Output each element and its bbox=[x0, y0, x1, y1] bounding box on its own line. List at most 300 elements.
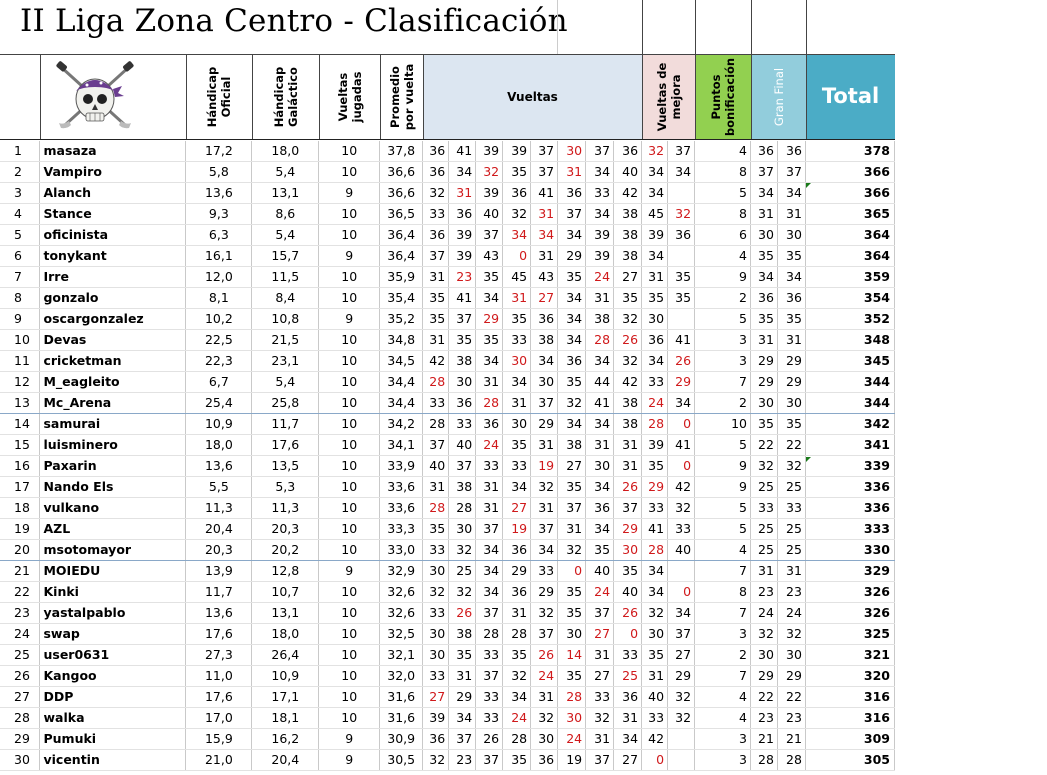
vuelta-score-cell: 35 bbox=[558, 372, 586, 393]
vuelta-score-cell: 31 bbox=[531, 687, 558, 708]
vuelta-score-cell: 31 bbox=[614, 708, 642, 729]
player-name-cell: samurai bbox=[40, 414, 186, 435]
vuelta-score-cell: 30 bbox=[614, 540, 642, 561]
player-name-cell: M_eagleito bbox=[40, 372, 186, 393]
position-cell: 25 bbox=[0, 645, 40, 666]
bonificacion-cell: 2 bbox=[695, 393, 751, 414]
vuelta-score-cell: 37 bbox=[449, 456, 476, 477]
promedio-cell: 36,4 bbox=[380, 225, 423, 246]
mejora-score-cell: 30 bbox=[642, 624, 668, 645]
vueltas-jugadas-cell: 10 bbox=[319, 288, 380, 309]
vuelta-score-cell: 38 bbox=[614, 225, 642, 246]
handicap-galactico-cell: 17,1 bbox=[252, 687, 319, 708]
vuelta-score-cell: 28 bbox=[476, 393, 503, 414]
vuelta-score-cell: 31 bbox=[531, 435, 558, 456]
handicap-galactico-cell: 10,7 bbox=[252, 582, 319, 603]
vuelta-score-cell: 39 bbox=[423, 708, 449, 729]
vuelta-score-cell: 34 bbox=[476, 351, 503, 372]
total-cell: 366 bbox=[805, 183, 894, 204]
table-row bbox=[0, 162, 895, 183]
vuelta-score-cell: 36 bbox=[423, 162, 449, 183]
vuelta-score-cell: 33 bbox=[423, 393, 449, 414]
vuelta-score-cell: 31 bbox=[476, 477, 503, 498]
mejora-score-cell: 45 bbox=[642, 204, 668, 225]
gran-final-cell: 33 bbox=[750, 498, 777, 519]
vuelta-score-cell: 34 bbox=[476, 540, 503, 561]
gran-final-cell: 25 bbox=[750, 540, 777, 561]
table-row bbox=[0, 225, 895, 246]
bonificacion-cell: 4 bbox=[695, 540, 751, 561]
table-row bbox=[0, 414, 895, 435]
vuelta-score-cell: 36 bbox=[449, 204, 476, 225]
handicap-oficial-cell: 10,2 bbox=[186, 309, 252, 330]
vuelta-score-cell: 30 bbox=[503, 414, 531, 435]
gran-final-cell: 32 bbox=[777, 624, 805, 645]
vuelta-score-cell: 31 bbox=[423, 330, 449, 351]
vuelta-score-cell: 31 bbox=[558, 162, 586, 183]
vuelta-score-cell: 33 bbox=[476, 708, 503, 729]
vuelta-score-cell: 26 bbox=[614, 330, 642, 351]
gran-final-cell: 32 bbox=[750, 624, 777, 645]
vuelta-score-cell: 24 bbox=[558, 729, 586, 750]
total-cell: 364 bbox=[805, 246, 894, 267]
vuelta-score-cell: 29 bbox=[503, 561, 531, 582]
vuelta-score-cell: 38 bbox=[614, 414, 642, 435]
vuelta-score-cell: 33 bbox=[476, 687, 503, 708]
mejora-score-cell: 33 bbox=[642, 708, 668, 729]
vuelta-score-cell: 40 bbox=[614, 162, 642, 183]
total-cell: 320 bbox=[805, 666, 894, 687]
position-cell: 5 bbox=[0, 225, 40, 246]
mejora-score-cell: 28 bbox=[642, 414, 668, 435]
vuelta-score-cell: 31 bbox=[558, 519, 586, 540]
player-name-cell: tonykant bbox=[40, 246, 186, 267]
vuelta-score-cell: 27 bbox=[503, 498, 531, 519]
promedio-header: Promedio por vuelta bbox=[387, 63, 416, 131]
total-cell: 330 bbox=[805, 540, 894, 561]
vuelta-score-cell: 30 bbox=[423, 645, 449, 666]
gran-final-cell: 22 bbox=[777, 687, 805, 708]
handicap-galactico-cell: 5,4 bbox=[252, 162, 319, 183]
vuelta-score-cell: 42 bbox=[423, 351, 449, 372]
handicap-oficial-cell: 15,9 bbox=[186, 729, 252, 750]
vuelta-score-cell: 34 bbox=[586, 204, 614, 225]
vuelta-score-cell: 30 bbox=[449, 519, 476, 540]
vuelta-score-cell: 35 bbox=[614, 288, 642, 309]
vuelta-score-cell: 32 bbox=[476, 162, 503, 183]
position-cell: 7 bbox=[0, 267, 40, 288]
bonificacion-cell: 7 bbox=[695, 666, 751, 687]
mejora-score-cell bbox=[668, 561, 695, 582]
mejora-score-cell: 35 bbox=[642, 645, 668, 666]
vuelta-score-cell: 26 bbox=[476, 729, 503, 750]
mejora-score-cell: 32 bbox=[668, 708, 695, 729]
player-name-cell: masaza bbox=[40, 141, 186, 162]
handicap-oficial-cell: 16,1 bbox=[186, 246, 252, 267]
gran-final-cell: 35 bbox=[750, 246, 777, 267]
vuelta-score-cell: 32 bbox=[503, 666, 531, 687]
vuelta-score-cell: 33 bbox=[531, 561, 558, 582]
bonificacion-cell: 9 bbox=[695, 267, 751, 288]
gran-final-cell: 29 bbox=[777, 372, 805, 393]
vuelta-score-cell: 30 bbox=[423, 561, 449, 582]
mejora-score-cell: 34 bbox=[642, 351, 668, 372]
position-cell: 9 bbox=[0, 309, 40, 330]
vuelta-score-cell: 30 bbox=[531, 372, 558, 393]
vuelta-score-cell: 27 bbox=[423, 687, 449, 708]
table-row bbox=[0, 435, 895, 456]
mejora-score-cell: 41 bbox=[668, 435, 695, 456]
promedio-cell: 33,0 bbox=[380, 540, 423, 561]
vuelta-score-cell: 32 bbox=[423, 183, 449, 204]
vuelta-score-cell: 32 bbox=[423, 750, 449, 771]
vuelta-score-cell: 28 bbox=[586, 330, 614, 351]
gran-final-cell: 34 bbox=[777, 183, 805, 204]
gran-final-cell: 29 bbox=[750, 666, 777, 687]
mejora-score-cell: 36 bbox=[642, 330, 668, 351]
handicap-galactico-cell: 10,8 bbox=[252, 309, 319, 330]
vuelta-score-cell: 40 bbox=[449, 435, 476, 456]
gran-final-cell: 22 bbox=[750, 435, 777, 456]
vuelta-score-cell: 34 bbox=[586, 477, 614, 498]
mejora-score-cell: 41 bbox=[668, 330, 695, 351]
table-row bbox=[0, 477, 895, 498]
gran-final-cell: 23 bbox=[750, 708, 777, 729]
table-row bbox=[0, 666, 895, 687]
vuelta-score-cell: 39 bbox=[586, 225, 614, 246]
player-name-cell: Paxarin bbox=[40, 456, 186, 477]
vuelta-score-cell: 31 bbox=[423, 267, 449, 288]
vuelta-score-cell: 31 bbox=[423, 477, 449, 498]
player-name-cell: user0631 bbox=[40, 645, 186, 666]
vuelta-score-cell: 31 bbox=[531, 246, 558, 267]
gran-final-cell: 29 bbox=[750, 372, 777, 393]
promedio-cell: 37,8 bbox=[380, 141, 423, 162]
bonificacion-cell: 7 bbox=[695, 561, 751, 582]
vuelta-score-cell: 30 bbox=[558, 141, 586, 162]
vueltas-jugadas-header: Vueltas jugadas bbox=[335, 71, 364, 123]
vuelta-score-cell: 39 bbox=[503, 141, 531, 162]
vueltas-jugadas-cell: 9 bbox=[319, 750, 380, 771]
player-name-cell: DDP bbox=[40, 687, 186, 708]
vuelta-score-cell: 34 bbox=[476, 561, 503, 582]
gran-final-cell: 21 bbox=[750, 729, 777, 750]
vuelta-score-cell: 36 bbox=[558, 183, 586, 204]
table-row bbox=[0, 330, 895, 351]
handicap-galactico-cell: 5,3 bbox=[252, 477, 319, 498]
total-cell: 309 bbox=[805, 729, 894, 750]
mejora-score-cell: 0 bbox=[668, 582, 695, 603]
vuelta-score-cell: 37 bbox=[531, 393, 558, 414]
promedio-cell: 34,2 bbox=[380, 414, 423, 435]
vuelta-score-cell: 25 bbox=[449, 561, 476, 582]
vuelta-score-cell: 30 bbox=[531, 729, 558, 750]
vuelta-score-cell: 31 bbox=[476, 498, 503, 519]
mejora-score-cell: 34 bbox=[642, 582, 668, 603]
vuelta-score-cell: 36 bbox=[531, 750, 558, 771]
player-name-cell: Devas bbox=[40, 330, 186, 351]
vuelta-score-cell: 23 bbox=[449, 267, 476, 288]
vueltas-jugadas-cell: 10 bbox=[319, 666, 380, 687]
vuelta-score-cell: 34 bbox=[586, 519, 614, 540]
vuelta-score-cell: 27 bbox=[586, 624, 614, 645]
bonificacion-cell: 8 bbox=[695, 162, 751, 183]
player-name-cell: yastalpablo bbox=[40, 603, 186, 624]
vuelta-score-cell: 35 bbox=[558, 267, 586, 288]
pirate-skull-logo bbox=[55, 61, 135, 135]
total-cell: 336 bbox=[805, 477, 894, 498]
bonificacion-cell: 5 bbox=[695, 309, 751, 330]
total-cell: 316 bbox=[805, 687, 894, 708]
table-row bbox=[0, 204, 895, 225]
handicap-oficial-cell: 13,6 bbox=[186, 183, 252, 204]
bonificacion-cell: 2 bbox=[695, 645, 751, 666]
gran-final-cell: 34 bbox=[777, 267, 805, 288]
bonificacion-cell: 3 bbox=[695, 729, 751, 750]
vuelta-score-cell: 32 bbox=[531, 603, 558, 624]
vueltas-mejora-header: Vueltas de mejora bbox=[642, 54, 695, 140]
vuelta-score-cell: 37 bbox=[558, 204, 586, 225]
handicap-galactico-cell: 21,5 bbox=[252, 330, 319, 351]
gran-final-cell: 30 bbox=[777, 225, 805, 246]
vuelta-score-cell: 36 bbox=[503, 582, 531, 603]
vuelta-score-cell: 38 bbox=[558, 435, 586, 456]
total-cell: 344 bbox=[805, 372, 894, 393]
handicap-galactico-cell: 15,7 bbox=[252, 246, 319, 267]
handicap-oficial-cell: 11,7 bbox=[186, 582, 252, 603]
mejora-score-cell: 30 bbox=[642, 309, 668, 330]
vuelta-score-cell: 31 bbox=[449, 183, 476, 204]
total-cell: 336 bbox=[805, 498, 894, 519]
total-cell: 345 bbox=[805, 351, 894, 372]
vuelta-score-cell: 30 bbox=[558, 624, 586, 645]
handicap-oficial-cell: 5,8 bbox=[186, 162, 252, 183]
promedio-cell: 33,9 bbox=[380, 456, 423, 477]
gran-final-cell: 36 bbox=[750, 141, 777, 162]
vuelta-score-cell: 31 bbox=[503, 603, 531, 624]
table-row bbox=[0, 687, 895, 708]
promedio-cell: 30,5 bbox=[380, 750, 423, 771]
table-row bbox=[0, 645, 895, 666]
vuelta-score-cell: 38 bbox=[531, 330, 558, 351]
handicap-oficial-cell: 9,3 bbox=[186, 204, 252, 225]
bonificacion-cell: 5 bbox=[695, 498, 751, 519]
handicap-oficial-cell: 10,9 bbox=[186, 414, 252, 435]
vuelta-score-cell: 34 bbox=[503, 687, 531, 708]
mejora-score-cell: 34 bbox=[642, 162, 668, 183]
bonificacion-cell: 5 bbox=[695, 435, 751, 456]
handicap-galactico-cell: 13,5 bbox=[252, 456, 319, 477]
position-cell: 16 bbox=[0, 456, 40, 477]
mejora-score-cell: 27 bbox=[668, 645, 695, 666]
position-cell: 29 bbox=[0, 729, 40, 750]
table-row bbox=[0, 750, 895, 771]
vuelta-score-cell: 38 bbox=[449, 624, 476, 645]
gran-final-cell: 35 bbox=[777, 309, 805, 330]
handicap-oficial-cell: 27,3 bbox=[186, 645, 252, 666]
player-name-cell: vicentin bbox=[40, 750, 186, 771]
vuelta-score-cell: 33 bbox=[586, 183, 614, 204]
handicap-galactico-cell: 13,1 bbox=[252, 603, 319, 624]
vuelta-score-cell: 35 bbox=[449, 330, 476, 351]
bonificacion-cell: 10 bbox=[695, 414, 751, 435]
mejora-score-cell: 31 bbox=[642, 267, 668, 288]
mejora-score-cell: 32 bbox=[642, 603, 668, 624]
vuelta-score-cell: 31 bbox=[503, 288, 531, 309]
mejora-score-cell: 33 bbox=[642, 372, 668, 393]
handicap-galactico-cell: 11,5 bbox=[252, 267, 319, 288]
gran-final-cell: 31 bbox=[750, 204, 777, 225]
mejora-score-cell: 40 bbox=[668, 540, 695, 561]
vuelta-score-cell: 35 bbox=[476, 267, 503, 288]
cell-comment-marker bbox=[806, 457, 811, 462]
handicap-galactico-cell: 20,2 bbox=[252, 540, 319, 561]
promedio-cell: 36,6 bbox=[380, 183, 423, 204]
vuelta-score-cell: 38 bbox=[614, 246, 642, 267]
position-cell: 19 bbox=[0, 519, 40, 540]
total-cell: 365 bbox=[805, 204, 894, 225]
mejora-score-cell: 40 bbox=[642, 687, 668, 708]
vuelta-score-cell: 37 bbox=[586, 603, 614, 624]
vuelta-score-cell: 32 bbox=[449, 582, 476, 603]
vuelta-score-cell: 26 bbox=[531, 645, 558, 666]
mejora-score-cell: 41 bbox=[642, 519, 668, 540]
total-cell: 354 bbox=[805, 288, 894, 309]
player-name-cell: Nando Els bbox=[40, 477, 186, 498]
vuelta-score-cell: 37 bbox=[586, 750, 614, 771]
bonificacion-cell: 6 bbox=[695, 225, 751, 246]
handicap-galactico-cell: 20,4 bbox=[252, 750, 319, 771]
vueltas-jugadas-cell: 10 bbox=[319, 708, 380, 729]
vuelta-score-cell: 30 bbox=[449, 372, 476, 393]
vuelta-score-cell: 42 bbox=[614, 183, 642, 204]
vueltas-jugadas-cell: 9 bbox=[319, 246, 380, 267]
promedio-cell: 30,9 bbox=[380, 729, 423, 750]
player-name-cell: cricketman bbox=[40, 351, 186, 372]
vueltas-jugadas-cell: 10 bbox=[319, 687, 380, 708]
vuelta-score-cell: 30 bbox=[586, 456, 614, 477]
gran-final-cell: 31 bbox=[777, 204, 805, 225]
bonificacion-cell: 5 bbox=[695, 519, 751, 540]
gran-final-cell: 35 bbox=[777, 246, 805, 267]
gran-final-cell: 32 bbox=[777, 456, 805, 477]
mejora-score-cell: 34 bbox=[668, 603, 695, 624]
vuelta-score-cell: 33 bbox=[586, 687, 614, 708]
vuelta-score-cell: 31 bbox=[586, 645, 614, 666]
handicap-galactico-cell: 17,6 bbox=[252, 435, 319, 456]
handicap-oficial-cell: 17,6 bbox=[186, 687, 252, 708]
vuelta-score-cell: 27 bbox=[531, 288, 558, 309]
bonificacion-cell: 7 bbox=[695, 603, 751, 624]
vuelta-score-cell: 41 bbox=[586, 393, 614, 414]
player-name-cell: Alanch bbox=[40, 183, 186, 204]
vuelta-score-cell: 45 bbox=[503, 267, 531, 288]
table-row bbox=[0, 624, 895, 645]
mejora-score-cell: 0 bbox=[668, 414, 695, 435]
vuelta-score-cell: 29 bbox=[558, 246, 586, 267]
vuelta-score-cell: 35 bbox=[423, 519, 449, 540]
vuelta-score-cell: 34 bbox=[531, 351, 558, 372]
gran-final-cell: 22 bbox=[777, 435, 805, 456]
vueltas-jugadas-cell: 10 bbox=[319, 393, 380, 414]
handicap-oficial-cell: 13,6 bbox=[186, 456, 252, 477]
vuelta-score-cell: 29 bbox=[476, 309, 503, 330]
vuelta-score-cell: 39 bbox=[586, 246, 614, 267]
gran-final-cell: 23 bbox=[777, 708, 805, 729]
mejora-score-cell: 37 bbox=[668, 141, 695, 162]
position-cell: 22 bbox=[0, 582, 40, 603]
player-name-cell: swap bbox=[40, 624, 186, 645]
vuelta-score-cell: 38 bbox=[586, 309, 614, 330]
handicap-galactico-cell: 5,4 bbox=[252, 225, 319, 246]
vuelta-score-cell: 36 bbox=[423, 729, 449, 750]
vuelta-score-cell: 27 bbox=[614, 267, 642, 288]
vuelta-score-cell: 0 bbox=[614, 624, 642, 645]
vuelta-score-cell: 34 bbox=[558, 414, 586, 435]
position-cell: 2 bbox=[0, 162, 40, 183]
handicap-oficial-cell: 20,3 bbox=[186, 540, 252, 561]
vuelta-score-cell: 34 bbox=[503, 372, 531, 393]
promedio-cell: 35,4 bbox=[380, 288, 423, 309]
handicap-galactico-cell: 18,1 bbox=[252, 708, 319, 729]
handicap-galactico-cell: 8,4 bbox=[252, 288, 319, 309]
table-row bbox=[0, 393, 895, 414]
promedio-cell: 36,5 bbox=[380, 204, 423, 225]
player-name-cell: Stance bbox=[40, 204, 186, 225]
vuelta-score-cell: 33 bbox=[423, 666, 449, 687]
total-cell: 342 bbox=[805, 414, 894, 435]
promedio-cell: 34,8 bbox=[380, 330, 423, 351]
player-name-cell: Vampiro bbox=[40, 162, 186, 183]
vuelta-score-cell: 27 bbox=[614, 750, 642, 771]
vueltas-jugadas-cell: 10 bbox=[319, 351, 380, 372]
gran-final-cell: 25 bbox=[777, 540, 805, 561]
total-cell: 329 bbox=[805, 561, 894, 582]
player-name-cell: Pumuki bbox=[40, 729, 186, 750]
vuelta-score-cell: 32 bbox=[558, 540, 586, 561]
position-cell: 24 bbox=[0, 624, 40, 645]
vuelta-score-cell: 31 bbox=[614, 456, 642, 477]
vuelta-score-cell: 24 bbox=[586, 267, 614, 288]
vuelta-score-cell: 19 bbox=[503, 519, 531, 540]
vuelta-score-cell: 28 bbox=[503, 624, 531, 645]
promedio-cell: 33,6 bbox=[380, 498, 423, 519]
vuelta-score-cell: 33 bbox=[476, 456, 503, 477]
handicap-galactico-cell: 13,1 bbox=[252, 183, 319, 204]
vuelta-score-cell: 34 bbox=[614, 729, 642, 750]
position-cell: 23 bbox=[0, 603, 40, 624]
handicap-galactico-cell: 25,8 bbox=[252, 393, 319, 414]
handicap-galactico-cell: 23,1 bbox=[252, 351, 319, 372]
player-name-cell: walka bbox=[40, 708, 186, 729]
vuelta-score-cell: 34 bbox=[503, 477, 531, 498]
bonificacion-cell: 7 bbox=[695, 372, 751, 393]
vuelta-score-cell: 0 bbox=[558, 561, 586, 582]
vuelta-score-cell: 36 bbox=[614, 141, 642, 162]
vuelta-score-cell: 34 bbox=[476, 582, 503, 603]
vuelta-score-cell: 33 bbox=[423, 603, 449, 624]
vuelta-score-cell: 33 bbox=[423, 204, 449, 225]
handicap-galactico-cell: 12,8 bbox=[252, 561, 319, 582]
vueltas-jugadas-cell: 10 bbox=[319, 645, 380, 666]
vuelta-score-cell: 40 bbox=[476, 204, 503, 225]
player-name-cell: Irre bbox=[40, 267, 186, 288]
vueltas-jugadas-cell: 10 bbox=[319, 582, 380, 603]
mejora-score-cell: 33 bbox=[668, 519, 695, 540]
bonificacion-cell: 2 bbox=[695, 288, 751, 309]
handicap-galactico-cell: 18,0 bbox=[252, 624, 319, 645]
handicap-oficial-cell: 21,0 bbox=[186, 750, 252, 771]
